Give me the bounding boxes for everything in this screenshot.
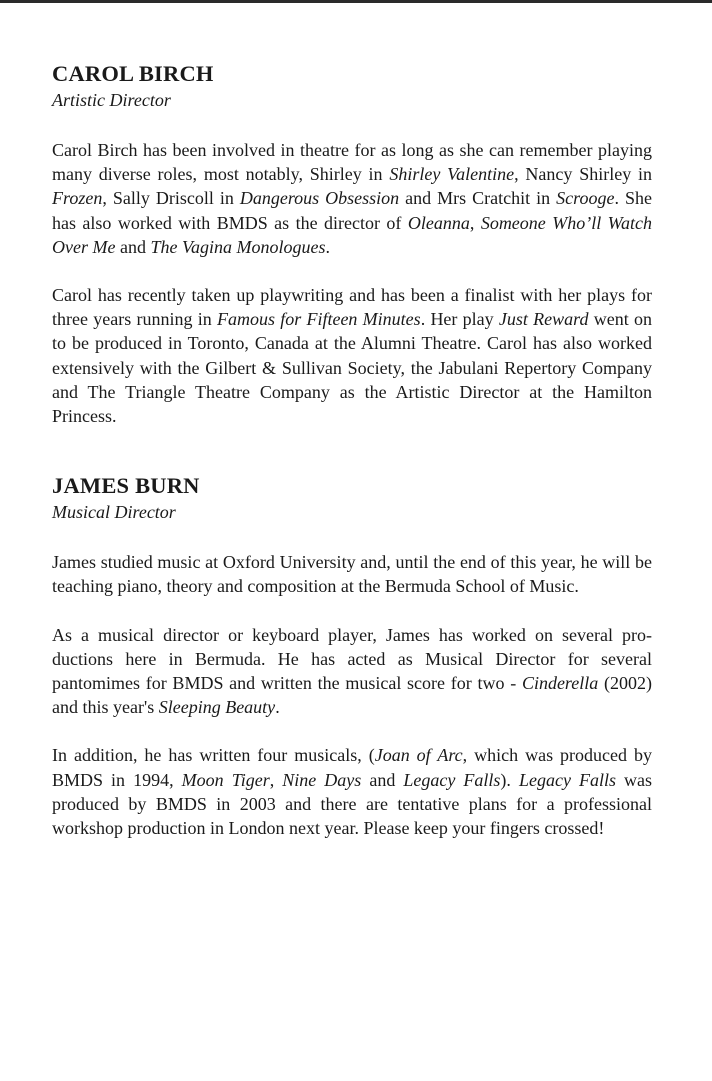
italic-title: Nine Days [282, 769, 362, 790]
italic-title: Scrooge [556, 188, 615, 209]
italic-title: Oleanna [407, 212, 470, 233]
bio-name: JAMES BURN [52, 473, 200, 499]
italic-title: Someone Who’ll Watch Over Me [52, 212, 652, 257]
bio-paragraph: Carol has recently taken up playwriting and has been a finalist with her plays for three years running in Famous for Fifteen Minutes. Her play Just Reward went on to be produced in Toronto, Canada at the Alumni Theatre. Carol has also worked extensively with the Gilbert & Sullivan Society, the Jabulani Repertory Company and The Triangle Theatre Company as the Artistic Director at the Hamilton Princess. [52, 285, 652, 427]
bio-james-burn [52, 472, 652, 840]
bio-paragraph: Carol Birch has been involved in theatre for as long as she can remember playing many diverse roles, most notably, Shirley in Shirley Valentine, Nancy Shirley in Frozen, Sally Driscoll in Dangerous Obsession and Mrs Cratchit in Scrooge. She has also worked with BMDS as the director of Oleanna, Someone Who’ll Watch Over Me and The Vagina Monologues. [52, 140, 652, 257]
italic-title: Just Reward [498, 309, 589, 330]
top-border-rule [0, 0, 712, 3]
italic-title: Famous for Fifteen Minutes [216, 309, 421, 330]
italic-title: Dangerous Obsession [239, 188, 400, 209]
italic-title: Sleeping Beauty [158, 697, 276, 718]
italic-title: Frozen [52, 188, 103, 209]
bio-paragraph: In addition, he has written four musicals, (Joan of Arc, which was produced by BMDS in 1994, Moon Tiger, Nine Days and Legacy Falls). Legacy Falls was produced by BMDS in 2003 and there are tentative plans for a professional workshop production in London next year. Please keep your fingers crossed! [52, 745, 653, 839]
bio-name: CAROL BIRCH [52, 61, 214, 86]
italic-title: Legacy Falls [403, 769, 501, 790]
italic-title: Legacy Falls [518, 769, 616, 790]
italic-title: The Vagina Monologues [150, 236, 326, 257]
italic-title: Joan of Arc [374, 745, 463, 766]
italic-title: Cinderella [521, 673, 599, 694]
bio-paragraph: James studied music at Oxford University and, until the end of this year, he will be teaching piano, theory and composition at the Bermuda School of Music. [52, 552, 652, 597]
bio-role: Musical Director [52, 502, 176, 523]
italic-title: Moon Tiger [181, 769, 270, 790]
document-page [52, 60, 652, 840]
italic-title: Shirley Valentine [389, 164, 515, 185]
bio-carol-birch [52, 60, 652, 428]
bio-role: Artistic Director [52, 90, 171, 110]
bio-paragraph: As a musical director or keyboard player, James has worked on several productions here in Bermuda. He has acted as Musical Director for several pantomimes for BMDS and written the musical score for two - Cinderella (2002) and this year's Sleeping Beauty. [52, 624, 652, 718]
